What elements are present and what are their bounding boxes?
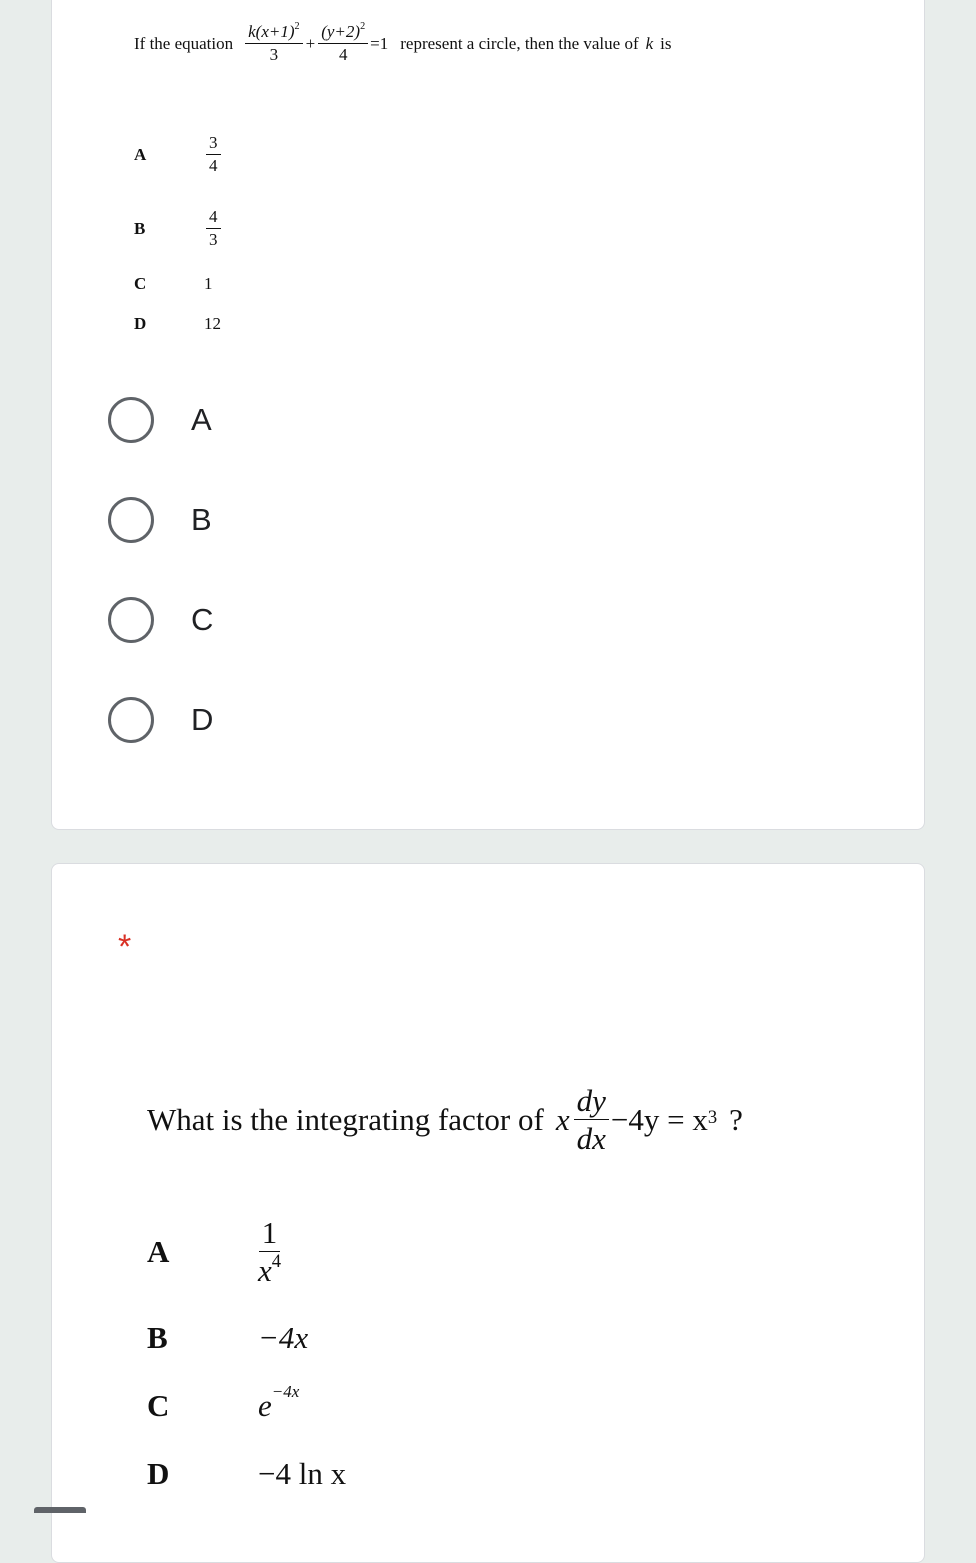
question-1-text [134, 22, 672, 66]
q2-option-c-letter: C [147, 1388, 170, 1423]
option-a-denominator: 4 [209, 156, 218, 175]
q2-option-a-letter: A [147, 1234, 170, 1269]
option-b [134, 206, 221, 252]
question-2-intro: What is the integrating factor of [147, 1102, 544, 1137]
term-1-numerator: k(x+1) [248, 22, 295, 42]
q2-option-a-numerator: 1 [259, 1216, 281, 1252]
question-mark: ? [729, 1102, 743, 1137]
q2-option-d [147, 1456, 346, 1492]
q2-option-a [147, 1210, 281, 1294]
q2-option-c-base: e [258, 1388, 272, 1423]
q2-option-a-exponent: 4 [271, 1251, 282, 1272]
equation-middle: −4y = x [610, 1102, 708, 1137]
radio-choice-c[interactable] [108, 597, 213, 643]
question-1-intro: If the equation [134, 34, 234, 53]
radio-circle-c[interactable] [108, 597, 154, 643]
radio-label-d[interactable]: D [191, 702, 214, 737]
term-1-denominator: 3 [269, 45, 279, 64]
radio-label-a[interactable]: A [191, 402, 212, 437]
equation-term-1 [245, 23, 302, 64]
option-d [134, 314, 221, 334]
scrollbar-thumb[interactable] [34, 1507, 86, 1513]
radio-choice-d[interactable] [108, 697, 213, 743]
option-c-value: 1 [204, 274, 213, 293]
term-2-denominator: 4 [338, 45, 348, 64]
q2-option-b-letter: B [147, 1320, 168, 1355]
term-2-exponent: 2 [360, 21, 366, 33]
option-d-letter: D [134, 314, 147, 333]
q2-option-c [147, 1382, 300, 1424]
radio-circle-d[interactable] [108, 697, 154, 743]
equation-exponent: 3 [707, 1107, 718, 1128]
derivative-dy: dy [574, 1084, 609, 1120]
radio-choice-a[interactable] [108, 397, 212, 443]
radio-label-b[interactable]: B [191, 502, 212, 537]
option-a [134, 132, 221, 178]
radio-label-c[interactable]: C [191, 602, 214, 637]
q2-option-b [147, 1320, 308, 1356]
derivative-fraction [574, 1084, 609, 1156]
option-b-numerator: 4 [206, 208, 221, 229]
question-1-body: represent a circle, then the value of [400, 34, 639, 53]
question-2-text [147, 1080, 743, 1160]
q2-option-b-value: −4x [258, 1320, 309, 1355]
option-b-denominator: 3 [209, 230, 218, 249]
q2-option-d-letter: D [147, 1456, 170, 1491]
equation-term-2 [318, 23, 368, 64]
term-1-exponent: 2 [294, 21, 300, 33]
term-2-numerator: (y+2) [321, 22, 361, 42]
equals-one: =1 [370, 34, 389, 53]
option-d-value: 12 [204, 314, 221, 333]
option-c [134, 274, 213, 294]
plus-sign: + [305, 34, 316, 53]
question-1-end: is [660, 34, 672, 53]
q2-option-c-exponent: −4x [271, 1382, 300, 1401]
equation-x: x [555, 1102, 570, 1137]
radio-circle-a[interactable] [108, 397, 154, 443]
option-a-letter: A [134, 145, 147, 164]
option-b-letter: B [134, 219, 146, 238]
derivative-dx: dx [576, 1121, 606, 1156]
radio-circle-b[interactable] [108, 497, 154, 543]
variable-k: k [645, 34, 654, 53]
radio-choice-b[interactable] [108, 497, 212, 543]
q2-option-a-denominator: x [258, 1253, 272, 1288]
required-asterisk: * [118, 928, 132, 966]
q2-option-d-value: −4 ln x [258, 1456, 347, 1491]
option-c-letter: C [134, 274, 147, 293]
option-a-numerator: 3 [206, 134, 221, 155]
